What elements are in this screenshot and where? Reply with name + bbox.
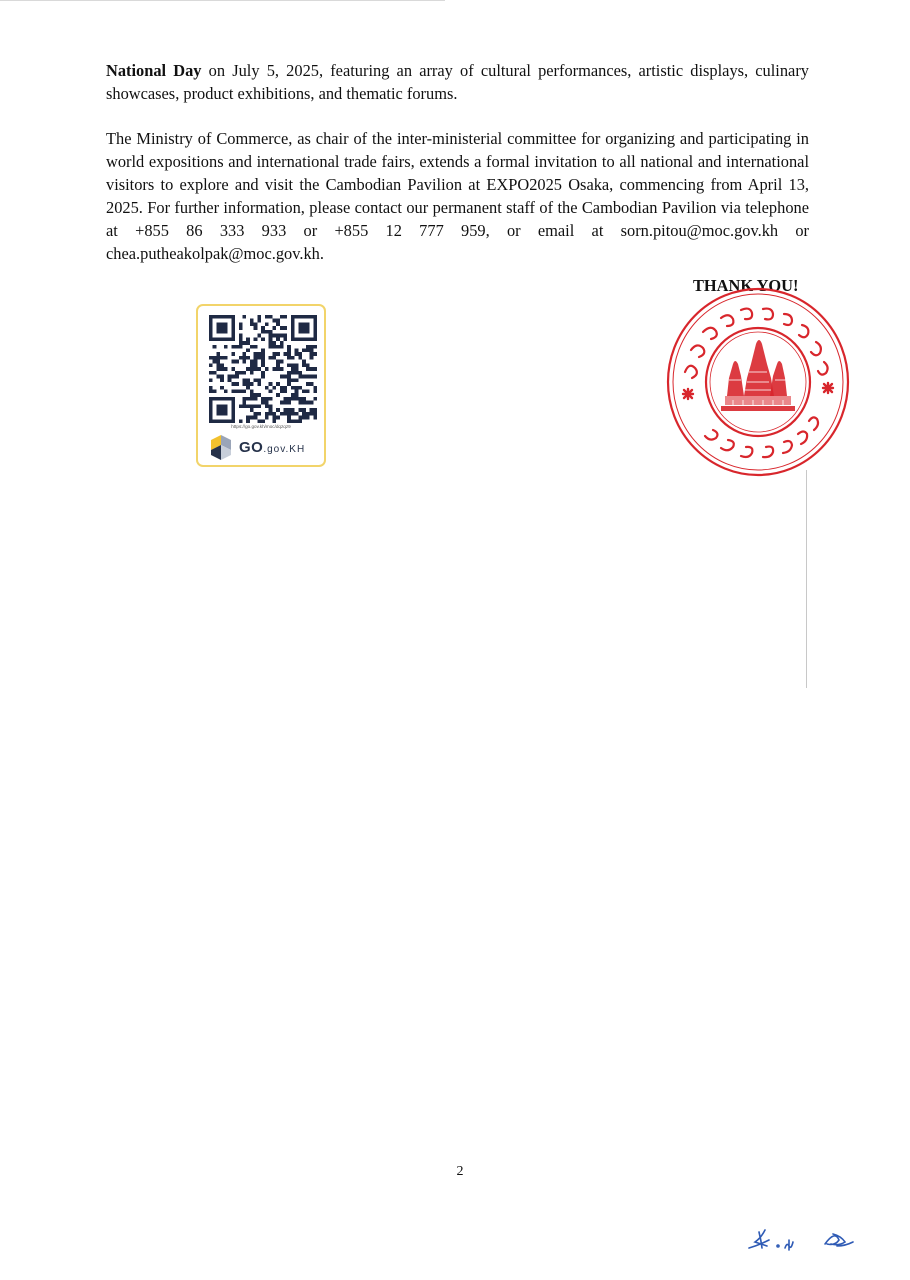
handwritten-initials (745, 1222, 860, 1254)
paragraph-bold-lead: National Day (106, 61, 202, 80)
paragraph-invitation: The Ministry of Commerce, as chair of the inter-ministerial committee for organizing and participating in world expositions and international trade fairs, extends a formal invitation to all national and international visitors to explore and visit the Cambodian Pavilion at EXPO2025 Osaka, commencing from April 13, 2025. For further information, please contact our permanent staff of the Cambodian Pavilion via telephone at +855 86 333 933 or +855 12 777 959, or email at sorn.pitou@moc.gov.kh or chea.putheakolpak@moc.gov.kh. (106, 129, 809, 263)
logo-main: GO (239, 439, 264, 456)
page-number: 2 (456, 1164, 464, 1179)
qr-url-text[interactable]: https://go.gov.kh/moc/dqzqz9 (231, 424, 291, 429)
paragraph-text: on July 5, 2025, featuring an array of cultural performances, artistic displays, culinary showcases, product exhibitions, and thematic forums. (106, 61, 809, 103)
qr-code-icon[interactable] (209, 315, 317, 423)
qr-code-card[interactable] (196, 304, 326, 467)
ministry-seal-icon (663, 284, 853, 480)
go-gov-kh-logo-icon (207, 434, 233, 461)
scan-edge-line (0, 0, 445, 1)
scan-edge-line (806, 470, 807, 688)
go-gov-kh-logo-text (239, 439, 305, 456)
paragraph-national-day (106, 59, 809, 105)
closing-thank-you: THANK YOU! (693, 276, 799, 295)
logo-suffix: .gov.KH (263, 444, 306, 455)
